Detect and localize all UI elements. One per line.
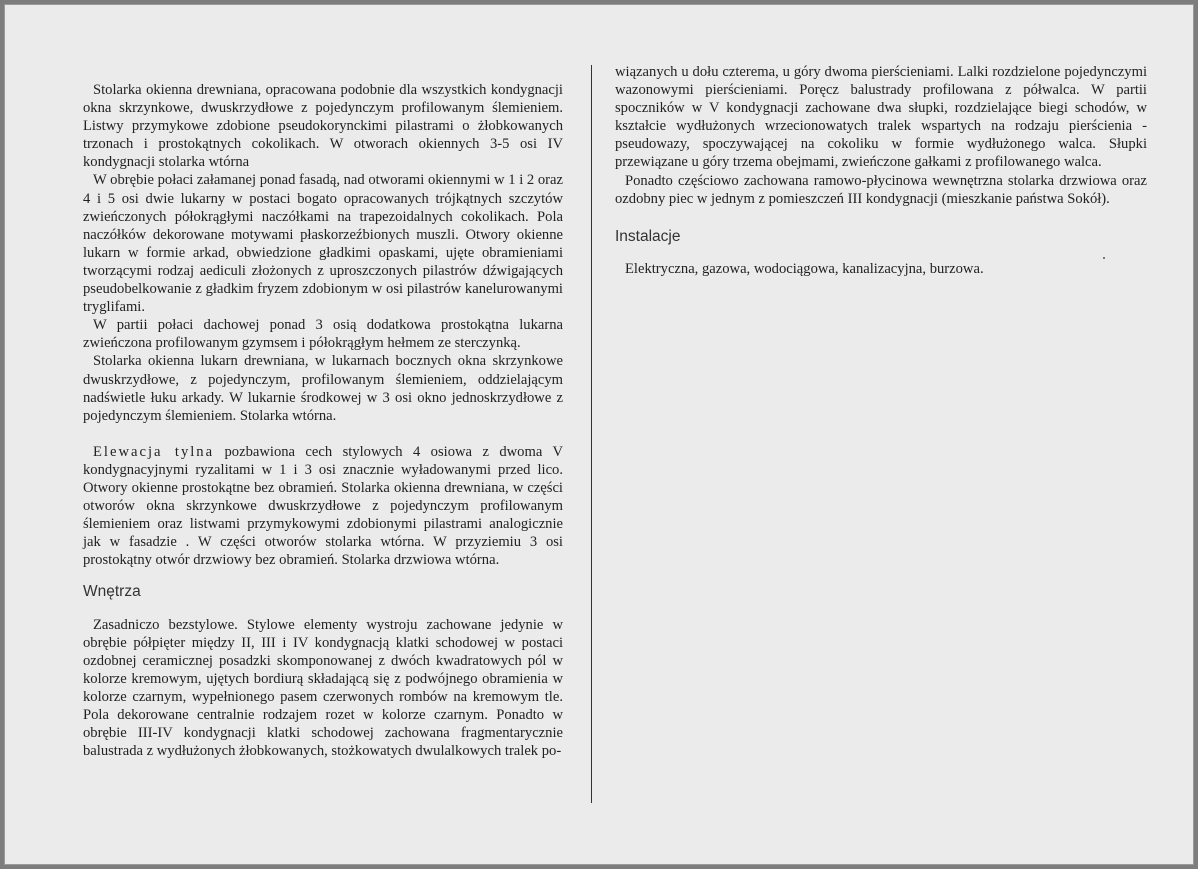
paragraph-balustrade: wiązanych u dołu czterema, u góry dwoma pierścieniami. Lalki rozdzielone pojedynczymi wazonowymi pierścieniami. Poręcz balustrady profilowana z półwalca. W partii spoczników w V kondygnacji zachowane dwa słupki, rozdzielające biegi schodów, w kształcie wydłużonych wrzecionowatych tralek wspartych na rodzaju pierścienia - pseudowazy, spoczywającej na cokoliku w formie wydłużonego walca. Słupki przewiązane u góry trzema obejmami, zwieńczone gałkami z profilowanego walca. [615, 64, 1147, 171]
heading-installations: Instalacje [615, 227, 681, 245]
paragraph-rear-elevation [83, 443, 563, 570]
spacer [83, 425, 563, 443]
document-page [4, 4, 1194, 865]
paragraph-dormers: W obrębie połaci załamanej ponad fasadą, nad otworami okiennymi w 1 i 2 oraz 4 i 5 osi dwie lukarny w postaci bogato opracowanych trójkątnych szczytów zwieńczonych półokrągłymi naczółkami na trapezoidalnych cokolikach. Pola naczółków dekorowane motywami płaskorzeźbionych muszli. Otwory okienne lukarn w formie arkad, obwiedzione gładkimi opaskami, ujęte obramieniami tworzącymi rodzaj aediculi złożonych z uproszczonych pilastrów dźwigających pseudobelkowanie z gładkim fryzem zdobionym w osi pilastrów kanelurowanymi tryglifami. [83, 172, 563, 316]
paragraph-door-joinery: Ponadto częściowo zachowana ramowo-płycinowa wewnętrzna stolarka drzwiowa oraz ozdobny piec w jednym z pomieszczeń III kondygnacji (mieszkanie państwa Sokół). [615, 172, 1147, 207]
paragraph-window-joinery: Stolarka okienna drewniana, opracowana podobnie dla wszystkich kondygnacji okna skrzynkowe, dwuskrzydłowe z pojedynczym profilowanym ślemieniem. Listwy przymykowe zdobione pseudokorynckimi pilastrami o żłobkowanych trzonach i prostokątnych cokolikach. W otworach okiennych 3-5 osi IV kondygnacji stolarka wtórna [83, 82, 563, 171]
paragraph-roof-dormer: W partii połaci dachowej ponad 3 osią dodatkowa prostokątna lukarna zwieńczona profilowanym gzymsem i półokrągłym hełmem ze sterczynką. [83, 317, 563, 352]
paragraph-dormer-joinery: Stolarka okienna lukarn drewniana, w lukarnach bocznych okna skrzynkowe dwuskrzydłowe, z pojedynczym, profilowanym ślemieniem, oddzielającym nadświetle łuku arkady. W lukarnie środkowej w 3 osi okno jednoskrzydłowe z pojedynczym ślemieniem. Stolarka wtórna. [83, 353, 563, 424]
column-divider [591, 65, 592, 803]
heading-interiors: Wnętrza [83, 583, 141, 601]
right-column [615, 63, 1147, 278]
left-column [83, 81, 563, 760]
rear-elevation-text: pozbawiona cech stylowych 4 osiowa z dwoma V kondygnacyjnymi ryzalitami w 1 i 3 osi znacznie wyładowanymi przed lico. Otwory okienne prostokątne bez obramień. Stolarka okienna drewniana, w części otworów okna skrzynkowe dwuskrzydłowe z pojedynczym profilowanym ślemieniem oraz listwami przymykowymi zdobionymi pilastrami analogicznie jak w fasadzie . W części otworów stolarka wtórna. W przyziemiu 3 osi prostokątny otwór drzwiowy bez obramień. Stolarka drzwiowa wtórna. [83, 443, 563, 569]
paragraph-interiors: Zasadniczo bezstylowe. Stylowe elementy wystroju zachowane jedynie w obrębie półpięter między II, III i IV kondygnacją klatki schodowej w postaci ozdobnej ceramicznej posadzki skomponowanej z dwóch kwadratowych pól w kolorze kremowym, ujętych bordiurą składającą się z podwójnego obramienia w kolorze czarnym, wypełnionego pasem czerwonych rombów na kremowym tle. Pola dekorowane centralnie rodzajem rozet w kolorze czarnym. Ponadto w obrębie III-IV kondygnacji klatki schodowej zachowana fragmentarycznie balustrada z wydłużonych żłobkowanych, stożkowatych dwulalkowych tralek po- [83, 616, 563, 760]
speck [1103, 257, 1105, 259]
paragraph-installations: Elektryczna, gazowa, wodociągowa, kanalizacyjna, burzowa. [625, 260, 984, 277]
rear-elevation-label: Elewacja tylna [93, 443, 215, 460]
